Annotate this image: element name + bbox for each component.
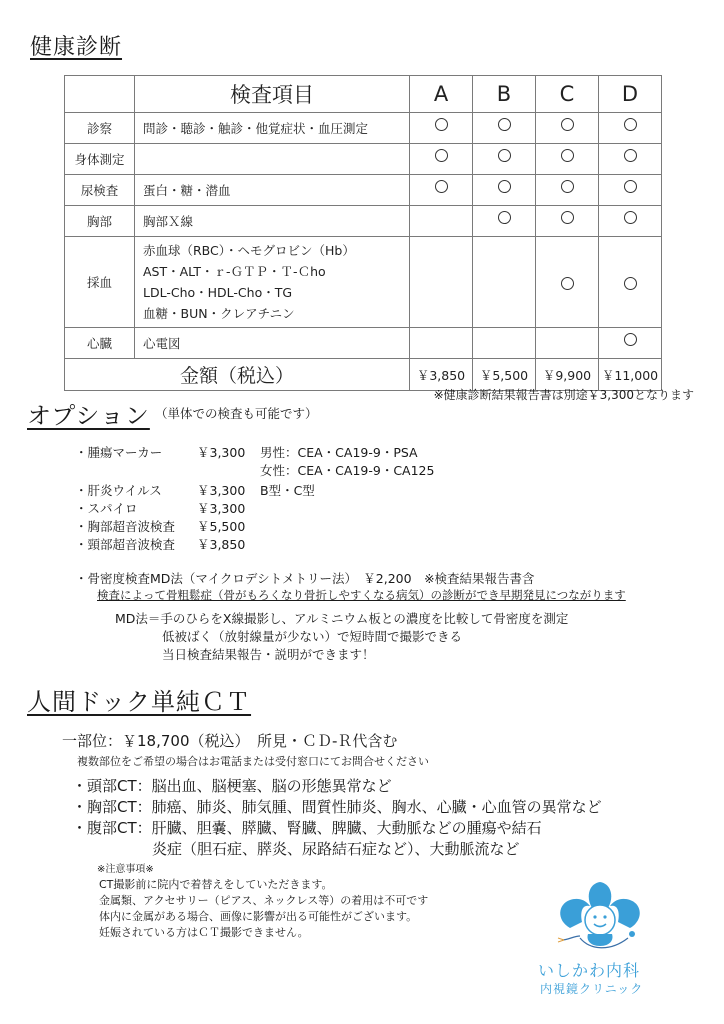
md-line-1: MD法＝手のひらをX線撮影し、アルミニウム板との濃度を比較して骨密度を測定 [115, 611, 569, 626]
report-note: ※健康診断結果報告書は別途￥3,300となります [433, 388, 694, 402]
row-item-text: 問診・聴診・触診・他覚症状・血圧測定 [143, 121, 369, 136]
included-mark-icon [561, 277, 574, 290]
ct-item-3: ・腹部CT：肝臓、胆嚢、膵臓、腎臓、脾臓、大動脈などの腫瘍や結石 [72, 819, 542, 837]
plan-cell-c [536, 144, 599, 175]
option-price [197, 462, 260, 480]
row-category: 採血 [65, 237, 135, 328]
included-mark-icon [498, 211, 511, 224]
orchid-mascot-icon [540, 878, 660, 953]
option-item [75, 462, 434, 480]
price-plan-d: ￥11,000 [599, 359, 662, 391]
table-row [65, 144, 662, 175]
options-list [75, 444, 434, 554]
price-plan-b: ￥5,500 [473, 359, 536, 391]
md-line-2: 低被ばく（放射線量が少ない）で短時間で撮影できる [162, 629, 463, 644]
bone-density-note: 検査によって骨粗鬆症（骨がもろくなり骨折しやすくなる病気）の診断ができ早期発見につながります [97, 588, 626, 602]
row-items [135, 175, 410, 206]
included-mark-icon [561, 180, 574, 193]
row-category: 身体測定 [65, 144, 135, 175]
option-name: ・腫瘍マーカー [75, 445, 163, 460]
row-items [135, 144, 410, 175]
ct-contact-note: 複数部位をご希望の場合はお電話または受付窓口にてお問合せください [77, 755, 429, 768]
option-detail: 女性：CEA・CA19-9・CA125 [260, 463, 435, 478]
option-item [75, 536, 434, 554]
included-mark-icon [435, 180, 448, 193]
clinic-name: いしかわ内科 [538, 961, 641, 980]
included-mark-icon [624, 211, 637, 224]
plan-cell-d [599, 328, 662, 359]
table-row [65, 175, 662, 206]
options-subtitle: （単体での検査も可能です） [155, 406, 318, 421]
row-item-text: AST・ALT・ｒ-ＧＴＰ・Ｔ-Ｃho [143, 264, 326, 279]
included-mark-icon [561, 118, 574, 131]
price-plan-c: ￥9,900 [536, 359, 599, 391]
header-plan-c: C [536, 76, 599, 113]
table-row [65, 237, 662, 328]
option-price: ￥3,300 [197, 501, 246, 516]
clinic-subname: 内視鏡クリニック [540, 982, 644, 996]
header-plan-b: B [473, 76, 536, 113]
plan-cell-a [410, 237, 473, 328]
plan-cell-b [473, 175, 536, 206]
health-check-table [64, 75, 662, 391]
plan-cell-b [473, 113, 536, 144]
row-category: 胸部 [65, 206, 135, 237]
option-name [75, 462, 197, 480]
option-price: ￥3,300 [197, 445, 246, 460]
plan-cell-c [536, 328, 599, 359]
plan-cell-d [599, 237, 662, 328]
price-label: 金額（税込） [65, 359, 410, 391]
plan-cell-c [536, 113, 599, 144]
plan-cell-a [410, 206, 473, 237]
option-item [75, 482, 434, 500]
included-mark-icon [435, 118, 448, 131]
option-name: ・頸部超音波検査 [75, 537, 176, 552]
option-name: ・肝炎ウイルス [75, 483, 162, 498]
health-check-title: 健康診断 [30, 35, 123, 60]
table-row [65, 113, 662, 144]
header-item: 検査項目 [135, 76, 410, 113]
included-mark-icon [435, 149, 448, 162]
option-price: ￥3,850 [197, 537, 246, 552]
ct-item-3-cont: 炎症（胆石症、膵炎、尿路結石症など）、大動脈流など [152, 840, 520, 858]
plan-cell-a [410, 144, 473, 175]
plan-cell-b [473, 328, 536, 359]
caution-4: 妊娠されている方はＣＴ撮影できません。 [99, 926, 309, 939]
row-item-text: LDL-Cho・HDL-Cho・TG [143, 285, 293, 300]
md-line-3: 当日検査結果報告・説明ができます！ [162, 647, 375, 662]
header-plan-a: A [410, 76, 473, 113]
caution-2: 金属類、アクセサリー（ピアス、ネックレス等）の着用は不可です [99, 894, 429, 907]
included-mark-icon [624, 333, 637, 346]
table-row [65, 328, 662, 359]
row-item-text: 蛋白・糖・潜血 [143, 183, 231, 198]
plan-cell-d [599, 144, 662, 175]
row-items [135, 206, 410, 237]
plan-cell-c [536, 237, 599, 328]
option-name: ・スパイロ [75, 501, 138, 516]
plan-cell-b [473, 237, 536, 328]
row-item-text: 胸部Ｘ線 [143, 214, 194, 229]
table-header-row [65, 76, 662, 113]
row-items [135, 113, 410, 144]
plan-cell-a [410, 113, 473, 144]
ct-title: 人間ドック単純ＣＴ [27, 688, 252, 716]
options-title: オプション [27, 402, 150, 430]
price-plan-a: ￥3,850 [410, 359, 473, 391]
row-items [135, 237, 410, 328]
plan-cell-b [473, 144, 536, 175]
cautions-title: ※注意事項※ [97, 864, 154, 875]
included-mark-icon [624, 180, 637, 193]
option-price: ￥3,300 [197, 483, 246, 498]
ct-item-1: ・頭部CT：脳出血、脳梗塞、脳の形態異常など [72, 777, 392, 795]
plan-cell-d [599, 206, 662, 237]
row-item-text: 血糖・BUN・クレアチニン [143, 306, 295, 321]
row-category: 心臓 [65, 328, 135, 359]
included-mark-icon [624, 118, 637, 131]
caution-1: CT撮影前に院内で着替えをしていただきます。 [99, 878, 333, 891]
included-mark-icon [561, 211, 574, 224]
caution-3: 体内に金属がある場合、画像に影響が出る可能性がございます。 [99, 910, 418, 923]
option-item [75, 444, 434, 462]
included-mark-icon [561, 149, 574, 162]
plan-cell-a [410, 175, 473, 206]
plan-cell-a [410, 328, 473, 359]
plan-cell-c [536, 175, 599, 206]
plan-cell-b [473, 206, 536, 237]
bone-density-line: ・骨密度検査MD法（マイクロデシトメトリー法） ￥2,200 ※検査結果報告書含 [75, 571, 535, 586]
row-item-text: 赤血球（RBC）・ヘモグロビン（Hb） [143, 243, 355, 258]
ct-price-line: 一部位：￥18,700（税込） 所見・ＣＤ-Ｒ代含む [62, 732, 398, 750]
included-mark-icon [624, 277, 637, 290]
included-mark-icon [498, 118, 511, 131]
row-item-text: 心電図 [143, 336, 181, 351]
plan-cell-d [599, 175, 662, 206]
row-items [135, 328, 410, 359]
option-detail: B型・C型 [260, 483, 315, 498]
option-price: ￥5,500 [197, 519, 246, 534]
row-category: 診察 [65, 113, 135, 144]
ct-item-2: ・胸部CT：肺癌、肺炎、肺気腫、間質性肺炎、胸水、心臓・心血管の異常など [72, 798, 602, 816]
row-category: 尿検査 [65, 175, 135, 206]
plan-cell-c [536, 206, 599, 237]
header-plan-d: D [599, 76, 662, 113]
option-detail: 男性：CEA・CA19-9・PSA [260, 445, 418, 460]
table-row [65, 206, 662, 237]
plan-cell-d [599, 113, 662, 144]
option-item [75, 518, 434, 536]
included-mark-icon [624, 149, 637, 162]
option-item [75, 500, 434, 518]
header-blank [65, 76, 135, 113]
option-name: ・胸部超音波検査 [75, 519, 176, 534]
included-mark-icon [498, 180, 511, 193]
included-mark-icon [498, 149, 511, 162]
